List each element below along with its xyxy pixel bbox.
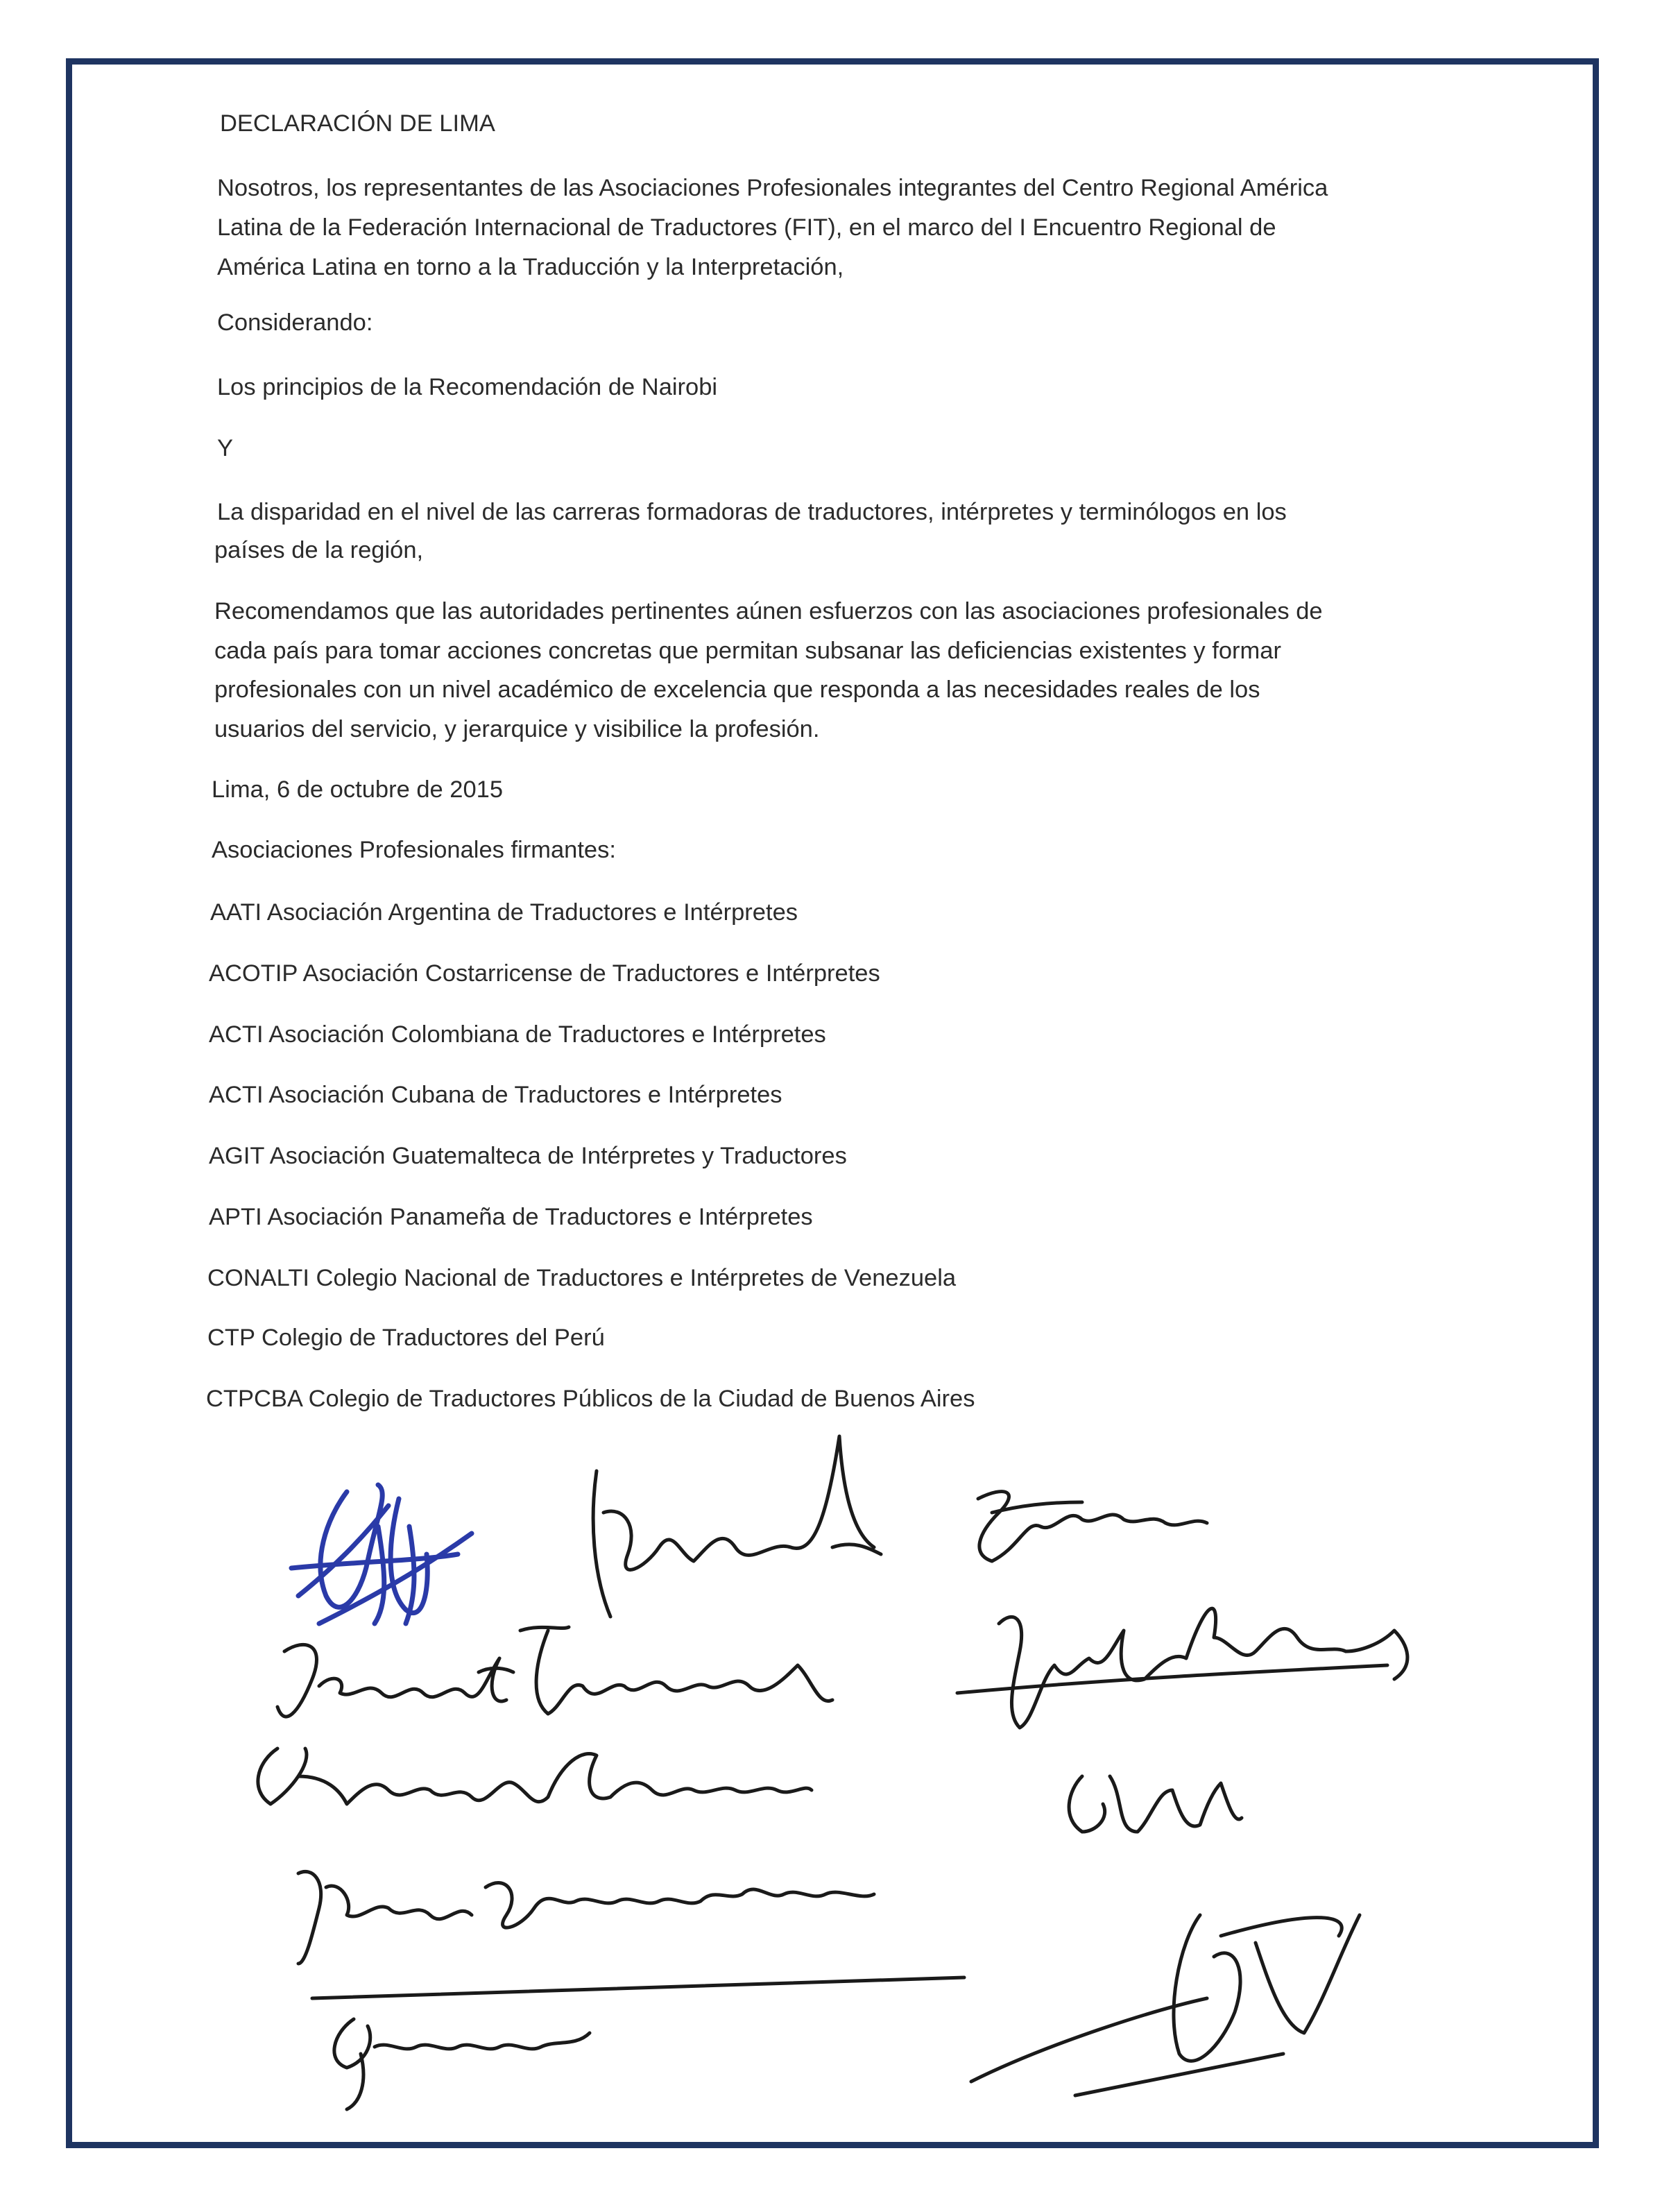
signature-judy-de-prente	[957, 1608, 1407, 1728]
recommend-line-1: Recomendamos que las autoridades pertinentes aúnen esfuerzos con las asociaciones profesionales de	[214, 598, 1323, 624]
signature-top-center	[593, 1436, 881, 1617]
signature-pauline-lansalle	[298, 1871, 874, 1964]
signature-raquel-atencio	[258, 1749, 812, 1804]
considering-label: Considerando:	[217, 309, 373, 336]
association-item: AGIT Asociación Guatemalteca de Intérpretes y Traductores	[209, 1143, 847, 1169]
intro-line-2: Latina de la Federación Internacional de Traductores (FIT), en el marco del I Encuentro Regional de	[217, 214, 1276, 241]
recommend-line-3: profesionales con un nivel académico de excelencia que responda a las necesidades reales de los	[214, 677, 1260, 703]
recommend-line-2: cada país para tomar acciones concretas que permitan subsanar las deficiencias existentes y formar	[214, 638, 1281, 664]
signature-gmtuu	[334, 2019, 590, 2109]
association-item: APTI Asociación Panameña de Traductores e Intérpretes	[209, 1204, 813, 1230]
association-item: ACOTIP Asociación Costarricense de Traductores e Intérpretes	[209, 960, 880, 987]
disparity-line-1: La disparidad en el nivel de las carreras formadoras de traductores, intérpretes y terminólogos en los	[217, 499, 1287, 525]
association-item: CONALTI Colegio Nacional de Traductores e Intérpretes de Venezuela	[207, 1265, 957, 1291]
association-item: ACTI Asociación Cubana de Traductores e Intérpretes	[209, 1082, 782, 1108]
date-line: Lima, 6 de octubre de 2015	[212, 776, 504, 803]
recommend-line-4: usuarios del servicio, y jerarquice y visibilice la profesión.	[214, 716, 820, 742]
signatories-heading: Asociaciones Profesionales firmantes:	[212, 837, 616, 863]
association-item: CTPCBA Colegio de Traductores Públicos de la Ciudad de Buenos Aires	[206, 1386, 975, 1412]
principle-line: Los principios de la Recomendación de Nairobi	[217, 374, 718, 400]
signature-bottom-right	[971, 1915, 1360, 2095]
signature-line	[312, 1977, 964, 1998]
signature-egm	[1069, 1776, 1242, 1832]
association-item: CTP Colegio de Traductores del Perú	[207, 1325, 605, 1351]
intro-line-3: América Latina en torno a la Traducción y la Interpretación,	[217, 254, 844, 280]
document-title: DECLARACIÓN DE LIMA	[220, 110, 495, 137]
and-line: Y	[217, 435, 234, 461]
signature-blue-monogram	[291, 1485, 472, 1624]
association-item: AATI Asociación Argentina de Traductores e Intérpretes	[210, 899, 798, 926]
signature-tumagnini	[520, 1627, 832, 1714]
signature-top-right	[978, 1492, 1207, 1561]
disparity-line-2: países de la región,	[214, 537, 424, 563]
intro-line-1: Nosotros, los representantes de las Asociaciones Profesionales integrantes del Centro Regional América	[217, 175, 1328, 201]
association-item: ACTI Asociación Colombiana de Traductores e Intérpretes	[209, 1021, 826, 1048]
signature-jeannette	[277, 1644, 513, 1717]
